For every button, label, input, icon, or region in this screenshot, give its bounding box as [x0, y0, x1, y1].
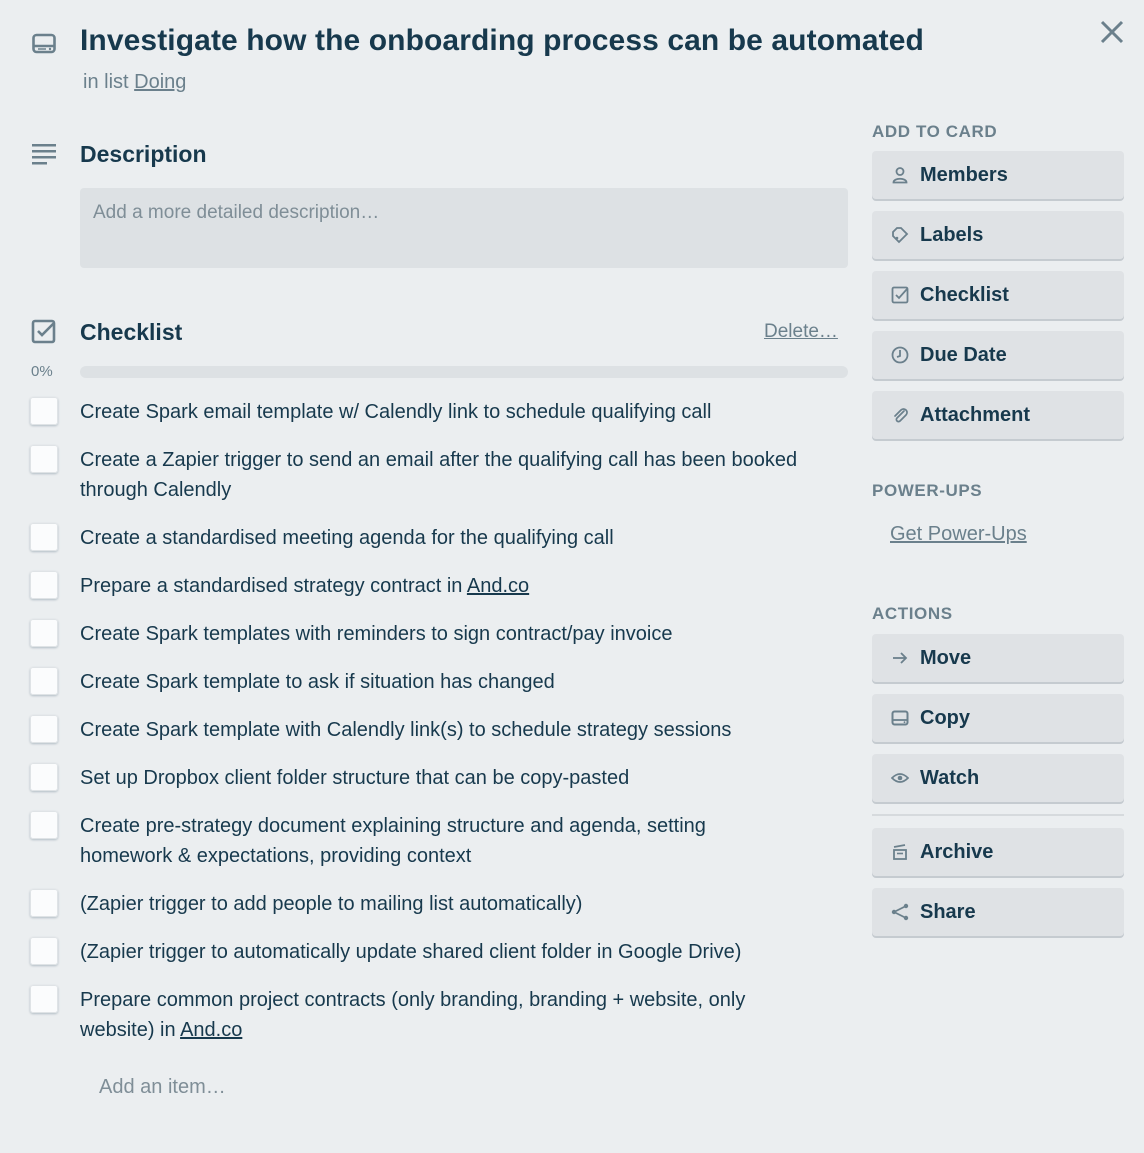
description-heading: Description [80, 141, 207, 167]
checkbox[interactable] [30, 763, 58, 791]
checklist-item[interactable] [0, 520, 860, 568]
checkbox[interactable] [30, 445, 58, 473]
checklist-item-text[interactable]: Create a standardised meeting agenda for the qualifying call [80, 527, 614, 549]
checkbox[interactable] [30, 889, 58, 917]
checklist-item[interactable] [0, 934, 860, 982]
andco-link[interactable]: And.co [466, 575, 530, 597]
checklist-item-text[interactable]: (Zapier trigger to add people to mailing list automatically) [80, 893, 583, 915]
button-label: Move [920, 646, 972, 669]
checkbox-icon [890, 285, 910, 305]
checklist-item-text[interactable]: (Zapier trigger to automatically update shared client folder in Google Drive) [80, 941, 742, 963]
button-label: Archive [920, 840, 994, 863]
arrow-right-icon [890, 648, 910, 668]
card-icon [32, 32, 56, 56]
item-text: Prepare common project contracts (only branding, branding + website, only website) in [80, 989, 746, 1041]
copy-button[interactable] [872, 694, 1124, 742]
checklist-button[interactable] [872, 271, 1124, 319]
checklist-item[interactable] [0, 568, 860, 616]
card-title[interactable]: Investigate how the onboarding process can be automated [80, 24, 924, 57]
members-button[interactable] [872, 151, 1124, 199]
attachment-button[interactable] [872, 391, 1124, 439]
description-input[interactable]: Add a more detailed description… [80, 188, 848, 268]
share-icon [890, 902, 910, 922]
close-button[interactable] [1096, 16, 1128, 48]
checklist-item[interactable] [0, 760, 860, 808]
checklist-item-text[interactable]: Create Spark template with Calendly link(s) to schedule strategy sessions [80, 719, 732, 741]
button-label: Checklist [920, 283, 1009, 306]
tag-icon [890, 225, 910, 245]
progress-percent: 0% [31, 363, 53, 380]
item-text: Prepare a standardised strategy contract in [80, 575, 467, 597]
checklist-item-text[interactable]: Create pre-strategy document explaining structure and agenda, setting homework & expectations, providing context [80, 815, 706, 867]
checklist-item-text[interactable]: Set up Dropbox client folder structure that can be copy-pasted [80, 767, 630, 789]
add-item-button[interactable]: Add an item… [99, 1076, 226, 1098]
checklist-item[interactable] [0, 394, 860, 442]
checklist-icon [31, 319, 57, 345]
button-label: Attachment [920, 403, 1031, 426]
checklist-item[interactable] [0, 808, 860, 886]
button-label: Members [920, 163, 1008, 186]
archive-icon [890, 842, 910, 862]
get-power-ups-link[interactable]: Get Power-Ups [890, 523, 1027, 545]
button-label: Watch [920, 766, 980, 789]
person-icon [890, 165, 910, 185]
checklist-item[interactable] [0, 664, 860, 712]
description-lines-icon [31, 142, 57, 168]
checklist-item-text[interactable]: Create Spark templates with reminders to sign contract/pay invoice [80, 623, 673, 645]
checklist-item-text[interactable]: Create a Zapier trigger to send an email after the qualifying call has been booked through Calendly [80, 449, 798, 501]
delete-checklist-link[interactable]: Delete… [764, 321, 838, 342]
checkbox[interactable] [30, 811, 58, 839]
checklist-item-text[interactable]: Create Spark template to ask if situation has changed [80, 671, 555, 693]
checkbox[interactable] [30, 985, 58, 1013]
eye-icon [890, 768, 910, 788]
labels-button[interactable] [872, 211, 1124, 259]
checkbox[interactable] [30, 715, 58, 743]
power-ups-heading: POWER-UPS [872, 481, 983, 500]
close-icon [1099, 19, 1125, 45]
paperclip-icon [890, 405, 910, 425]
due-date-button[interactable] [872, 331, 1124, 379]
checklist-progress-bar [80, 366, 848, 378]
checklist-item-text[interactable] [80, 568, 800, 601]
list-link[interactable]: Doing [134, 71, 187, 93]
card-icon [890, 708, 910, 728]
button-label: Due Date [920, 343, 1007, 366]
in-list-prefix: in list [83, 71, 129, 93]
actions-divider [872, 814, 1124, 816]
checklist-heading[interactable]: Checklist [80, 319, 183, 345]
move-button[interactable] [872, 634, 1124, 682]
checklist-item[interactable] [0, 886, 860, 934]
button-label: Labels [920, 223, 984, 246]
checklist-item-text[interactable]: Create Spark email template w/ Calendly link to schedule qualifying call [80, 401, 712, 423]
checklist-item[interactable] [0, 442, 860, 520]
checkbox[interactable] [30, 523, 58, 551]
actions-heading: ACTIONS [872, 604, 953, 623]
button-label: Copy [920, 706, 970, 729]
checkbox[interactable] [30, 667, 58, 695]
checkbox[interactable] [30, 397, 58, 425]
checkbox[interactable] [30, 619, 58, 647]
list-reference [83, 71, 186, 94]
archive-button[interactable] [872, 828, 1124, 876]
checklist-item[interactable] [0, 712, 860, 760]
checklist-item[interactable] [0, 982, 860, 1060]
clock-icon [890, 345, 910, 365]
checkbox[interactable] [30, 571, 58, 599]
watch-button[interactable] [872, 754, 1124, 802]
add-to-card-heading: ADD TO CARD [872, 122, 998, 141]
share-button[interactable] [872, 888, 1124, 936]
checklist-item-text[interactable] [80, 982, 800, 1045]
checklist-item[interactable] [0, 616, 860, 664]
checkbox[interactable] [30, 937, 58, 965]
andco-link[interactable]: And.co [180, 1019, 243, 1041]
button-label: Share [920, 900, 976, 923]
checklist-items [0, 394, 860, 1060]
